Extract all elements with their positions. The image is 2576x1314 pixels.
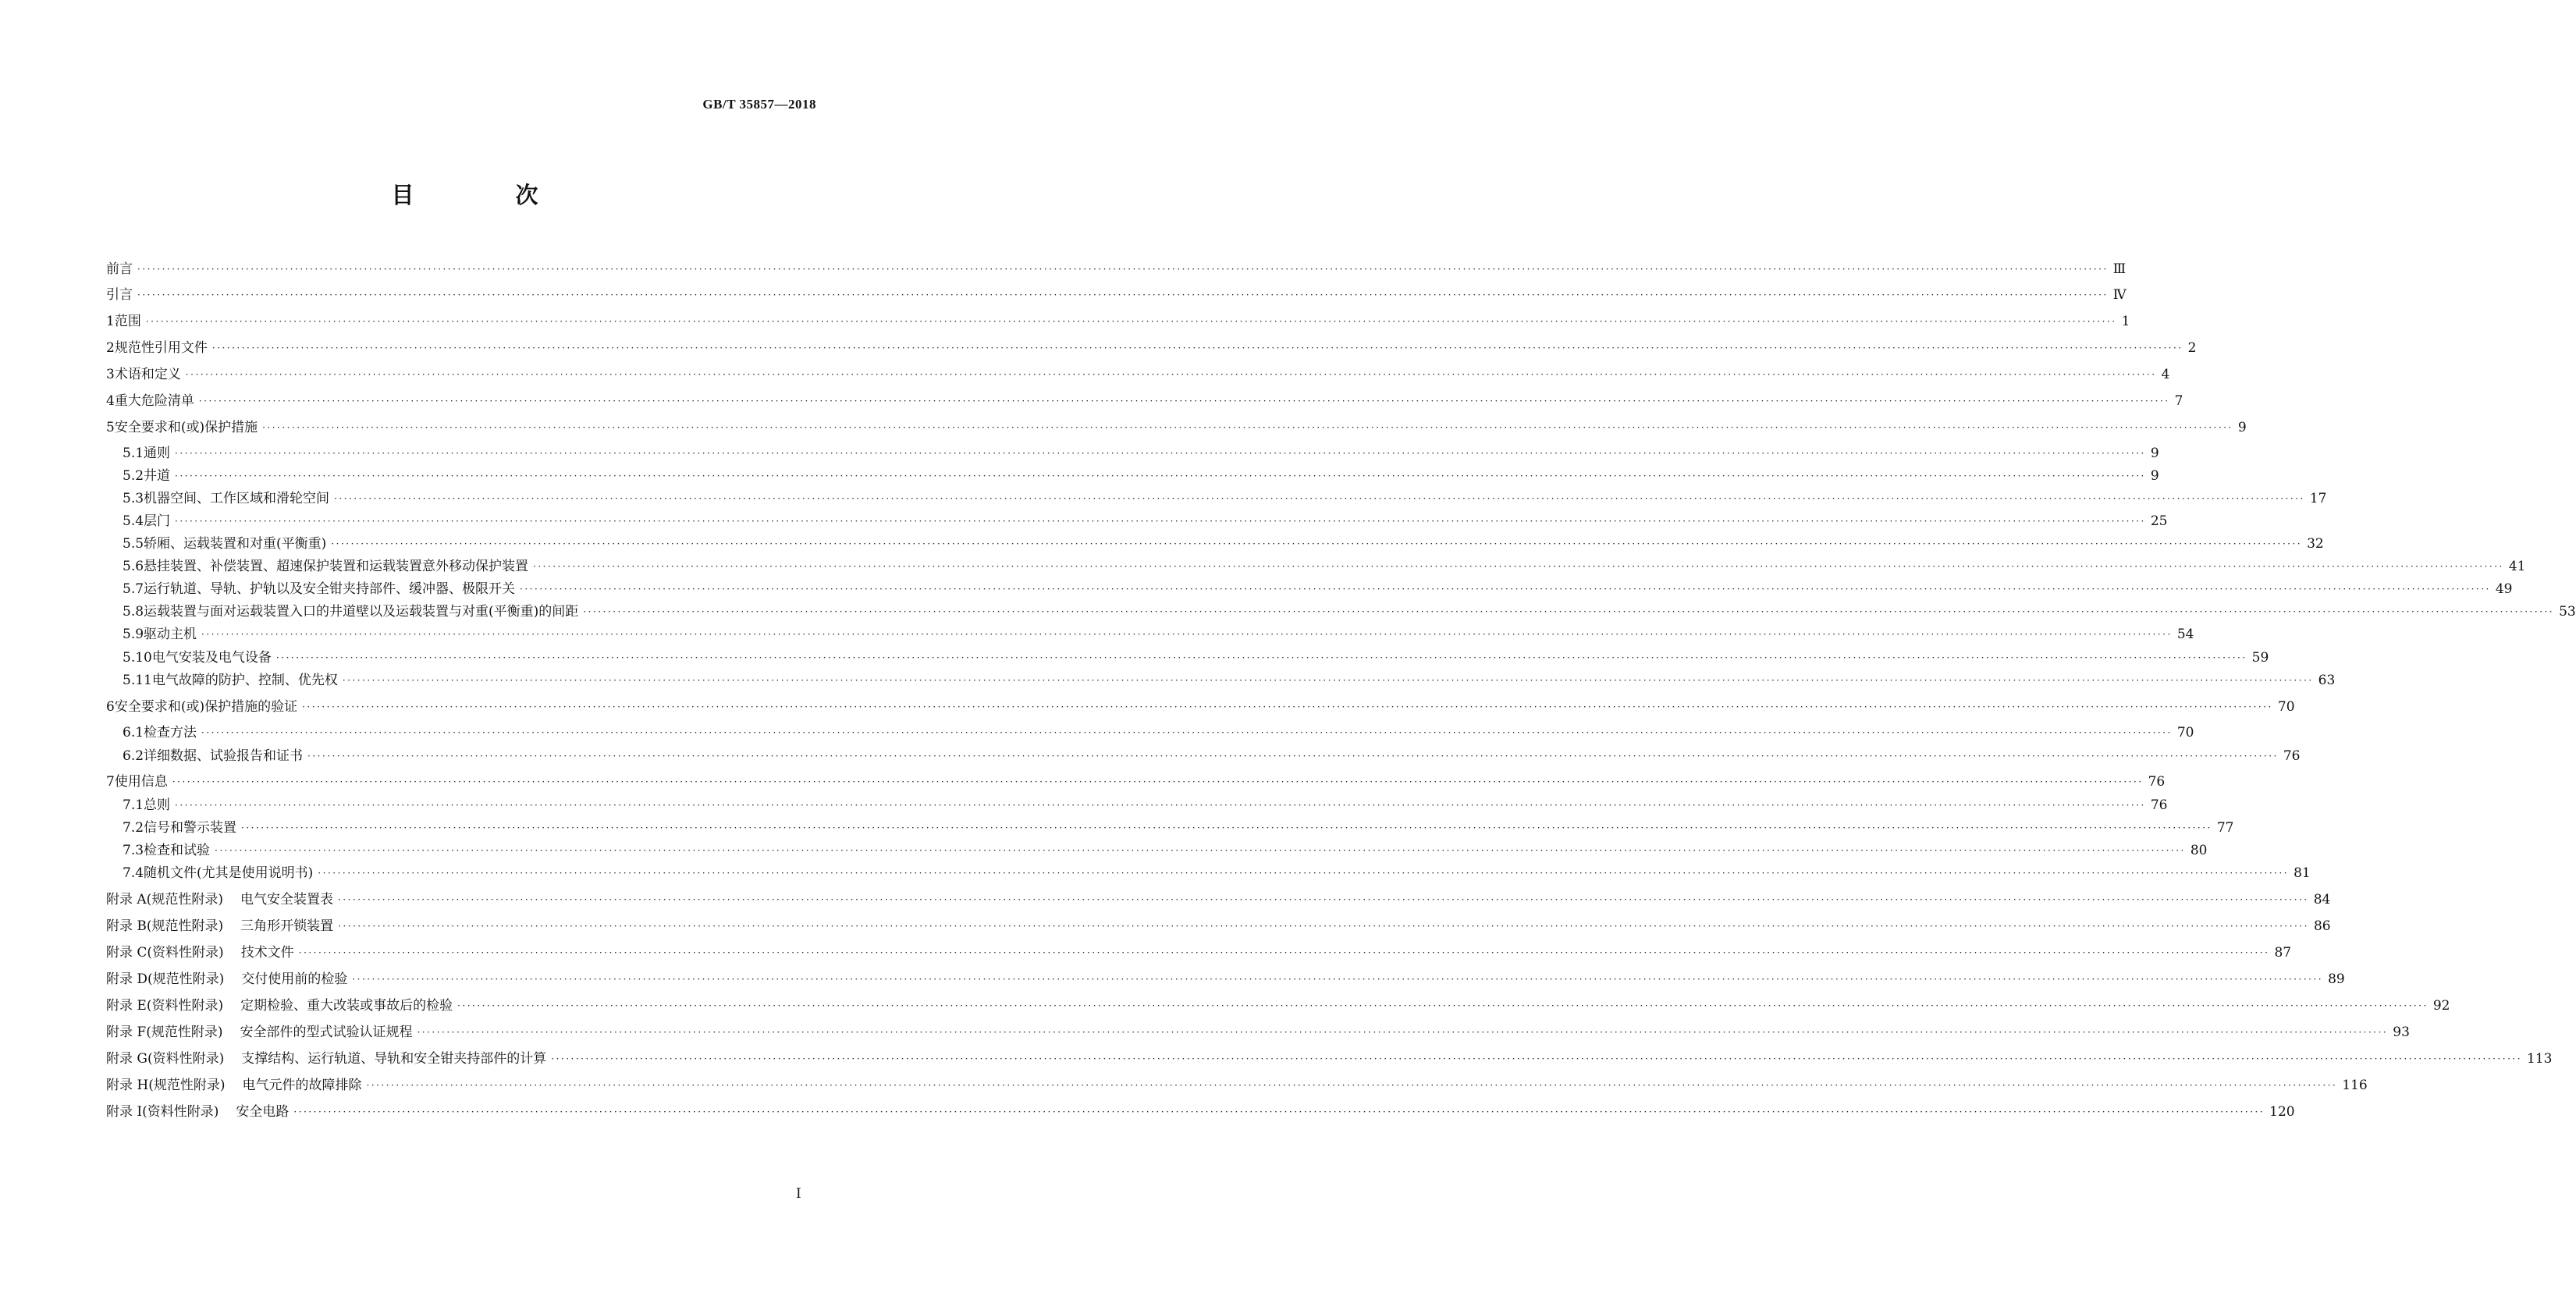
toc-entry-title: 支撑结构、运行轨道、导轨和安全钳夹持部件的计算 <box>241 1051 547 1067</box>
toc-entry-title: 技术文件 <box>240 945 294 961</box>
toc-entry-title: 安全要求和(或)保护措施 <box>114 420 258 435</box>
toc-entry-title: 总则 <box>144 797 171 813</box>
toc-entry-number: 附录 A(规范性附录) <box>106 892 223 907</box>
toc-entry-title: 规范性引用文件 <box>114 340 208 356</box>
toc-leader-dots: ················································································································································································································································································································································································································ <box>417 1027 2389 1038</box>
toc-entry[interactable] <box>123 795 2168 815</box>
toc-entry-number: 附录 I(资料性附录) <box>106 1104 219 1120</box>
toc-leader-dots: ················································································································································································································································································································································································································ <box>352 974 2324 985</box>
toc-leader-dots: ················································································································································································································································································································································································································ <box>318 868 2290 879</box>
toc-entry-number: 5.1 <box>123 446 144 461</box>
toc-leader-dots: ················································································································································································································································································································································································································ <box>201 629 2173 640</box>
toc-entry-page: Ⅳ <box>2112 287 2127 303</box>
toc-leader-dots: ················································································································································································································································································································································································································ <box>211 343 2183 353</box>
toc-entry-title: 引言 <box>106 287 133 303</box>
toc-entry-page: 70 <box>2176 725 2194 740</box>
toc-entry-title: 范围 <box>114 314 141 329</box>
toc-entry-title: 使用信息 <box>114 774 168 790</box>
toc-entry-page: 93 <box>2393 1025 2410 1040</box>
toc-entry-title: 驱动主机 <box>144 627 197 642</box>
toc-entry[interactable] <box>106 1049 2553 1069</box>
toc-entry-title: 运行轨道、导轨、护轨以及安全钳夹持部件、缓冲器、极限开关 <box>144 581 516 597</box>
toc-entry-page: 80 <box>2190 843 2208 858</box>
toc-leader-dots: ················································································································································································································································································································································································································ <box>337 894 2309 905</box>
toc-entry-number: 附录 G(资料性附录) <box>106 1051 225 1067</box>
toc-entry-title: 三角形开锁装置 <box>240 918 334 934</box>
toc-entry[interactable] <box>106 285 2127 305</box>
toc-entry-page: 32 <box>2307 536 2324 552</box>
toc-entry-page: 77 <box>2216 820 2234 836</box>
toc-entry[interactable] <box>123 511 2168 531</box>
toc-entry-title: 层门 <box>144 513 171 529</box>
toc-entry-number: 5.6 <box>123 559 144 574</box>
toc-entry[interactable] <box>106 391 2183 411</box>
toc-leader-dots: ················································································································································································································································································································································································································ <box>302 701 2273 712</box>
toc-entry-number: 1 <box>106 314 115 329</box>
toc-entry-title: 安全要求和(或)保护措施的验证 <box>114 699 298 715</box>
toc-leader-dots: ················································································································································································································································································································································································································ <box>533 561 2504 572</box>
toc-entry-number: 5.11 <box>123 673 152 688</box>
toc-entry-number: 2 <box>106 340 115 356</box>
toc-entry-number: 5.5 <box>123 536 144 552</box>
toc-entry-number: 4 <box>106 393 115 409</box>
toc-leader-dots: ················································································································································································································································································································································································································ <box>185 369 2157 380</box>
toc-entry-number: 5.7 <box>123 581 144 597</box>
toc-leader-dots: ················································································································································································································································································································································································································ <box>338 921 2309 932</box>
toc-entry-title: 电气安全装置表 <box>240 892 333 907</box>
toc-leader-dots: ················································································································································································································································································································································································································ <box>145 316 2117 327</box>
toc-entry-page: 76 <box>2148 774 2166 790</box>
toc-entry[interactable] <box>106 1022 2410 1042</box>
toc-entry[interactable] <box>106 772 2166 792</box>
toc-entry[interactable] <box>106 697 2295 717</box>
toc-entry-title: 前言 <box>106 261 133 277</box>
toc-entry[interactable] <box>123 670 2336 691</box>
toc-entry-title: 通则 <box>144 446 171 461</box>
toc-entry-title: 电气安装及电气设备 <box>151 650 272 666</box>
toc-entry-title: 检查方法 <box>144 725 197 740</box>
toc-entry[interactable] <box>106 1075 2368 1096</box>
toc-entry-page: 116 <box>2342 1078 2368 1093</box>
toc-entry-title: 安全部件的型式试验认证规程 <box>240 1025 413 1040</box>
toc-entry-page: 63 <box>2318 673 2336 688</box>
toc-entry[interactable] <box>123 556 2526 577</box>
toc-entry-title: 电气元件的故障排除 <box>242 1078 362 1093</box>
toc-entry-page: 9 <box>2237 420 2247 435</box>
toc-entry[interactable] <box>123 863 2311 883</box>
toc-leader-dots: ················································································································································································································································································································································································································ <box>331 538 2303 549</box>
toc-entry-title: 随机文件(尤其是使用说明书) <box>144 865 314 881</box>
toc-leader-dots: ················································································································································································································································································································································································································ <box>342 675 2314 686</box>
toc-entry[interactable] <box>106 259 2127 279</box>
standard-code: GB/T 35857—2018 <box>702 97 816 112</box>
toc-leader-dots: ················································································································································································································································································································································································································ <box>520 584 2491 595</box>
toc-entry-title: 重大危险清单 <box>114 393 194 409</box>
toc-leader-dots: ················································································································································································································································································································································································································ <box>175 516 2146 527</box>
toc-entry-number: 5.2 <box>123 468 144 484</box>
toc-entry-number: 5.9 <box>123 627 144 642</box>
toc-leader-dots: ················································································································································································································································································································································································································ <box>457 1000 2429 1011</box>
toc-leader-dots: ················································································································································································································································································································································································································ <box>583 606 2555 617</box>
toc-entry-page: 120 <box>2269 1104 2295 1120</box>
toc-entry-page: 76 <box>2150 797 2168 813</box>
toc-entry[interactable] <box>123 534 2324 554</box>
toc-entry-number: 附录 D(规范性附录) <box>106 971 225 987</box>
toc-entry-title: 检查和试验 <box>144 843 211 858</box>
toc-entry-page: 84 <box>2313 892 2331 907</box>
toc-entry[interactable] <box>106 996 2450 1016</box>
toc-entry[interactable] <box>123 840 2208 861</box>
toc-entry-number: 7.3 <box>123 843 144 858</box>
toc-entry-page: 81 <box>2294 865 2311 881</box>
toc-entry-page: 41 <box>2508 559 2526 574</box>
toc-entry-number: 7.4 <box>123 865 144 881</box>
toc-entry-page: 17 <box>2309 491 2327 506</box>
toc-entry[interactable] <box>106 338 2197 358</box>
toc-entry-page: 59 <box>2251 650 2269 666</box>
toc-entry-number: 6.1 <box>123 725 144 740</box>
page-title: 目 次 <box>391 182 585 208</box>
toc-leader-dots: ················································································································································································································································································································································································································ <box>198 396 2170 407</box>
toc-leader-dots: ················································································································································································································································································································································································································ <box>172 776 2144 787</box>
toc-entry-page: 70 <box>2277 699 2295 715</box>
toc-leader-dots: ················································································································································································································································································································································································································ <box>307 751 2279 762</box>
toc-entry[interactable] <box>106 890 2331 910</box>
toc-leader-dots: ················································································································································································································································································································································································································ <box>298 947 2270 958</box>
toc-entry-number: 7.2 <box>123 820 144 836</box>
toc-entry-page: 2 <box>2187 340 2197 356</box>
toc-leader-dots: ················································································································································································································································································································································································································ <box>241 822 2212 833</box>
toc-entry-title: 信号和警示装置 <box>144 820 237 836</box>
toc-entry-number: 附录 H(规范性附录) <box>106 1078 226 1093</box>
toc-leader-dots: ················································································································································································································································································································································································································ <box>175 800 2146 811</box>
toc-entry-number: 5 <box>106 420 115 435</box>
toc-entry[interactable] <box>106 1102 2295 1122</box>
toc-entry-page: 1 <box>2121 314 2130 329</box>
toc-leader-dots: ················································································································································································································································································································································································································ <box>137 264 2109 275</box>
toc-entry[interactable] <box>106 916 2331 936</box>
toc-entry-page: 25 <box>2150 513 2168 529</box>
toc-entry-number: 附录 C(资料性附录) <box>106 945 224 961</box>
toc-entry-title: 定期检验、重大改装或事故后的检验 <box>240 998 453 1014</box>
toc-leader-dots: ················································································································································································································································································································································································································ <box>551 1053 2523 1064</box>
toc-entry[interactable] <box>123 648 2269 668</box>
toc-entry-title: 轿厢、运载装置和对重(平衡重) <box>144 536 327 552</box>
toc-entry-page: 9 <box>2150 468 2159 484</box>
toc-entry-page: 7 <box>2174 393 2183 409</box>
toc-entry[interactable] <box>123 466 2159 486</box>
toc-leader-dots: ················································································································································································································································································································································································································ <box>137 289 2109 300</box>
toc-entry-title: 详细数据、试验报告和证书 <box>144 748 304 764</box>
toc-entry[interactable] <box>106 364 2170 385</box>
toc-entry-page: 54 <box>2176 627 2194 642</box>
toc-entry-number: 附录 E(资料性附录) <box>106 998 224 1014</box>
toc-entry[interactable] <box>123 488 2327 509</box>
toc-entry[interactable] <box>106 417 2247 438</box>
toc-entry-number: 5.3 <box>123 491 144 506</box>
toc-entry-title: 机器空间、工作区域和滑轮空间 <box>144 491 330 506</box>
toc-leader-dots: ················································································································································································································································································································································································································ <box>201 727 2173 738</box>
toc-entry-number: 7 <box>106 774 115 790</box>
toc-entry-title: 井道 <box>144 468 171 484</box>
toc-entry-number: 5.8 <box>123 604 144 620</box>
toc-entry[interactable] <box>123 624 2194 645</box>
toc-leader-dots: ················································································································································································································································································································································································································ <box>175 471 2146 481</box>
toc-leader-dots: ················································································································································································································································································································································································································ <box>175 448 2146 459</box>
toc-entry-number: 5.4 <box>123 513 144 529</box>
toc-entry-number: 6 <box>106 699 115 715</box>
toc-entry-page: 9 <box>2150 446 2159 461</box>
toc-entry-page: 86 <box>2313 918 2331 934</box>
toc-entry[interactable] <box>106 311 2130 332</box>
toc-leader-dots: ················································································································································································································································································································································································································ <box>366 1080 2338 1091</box>
toc-entry[interactable] <box>123 746 2301 766</box>
toc-entry-title: 交付使用前的检验 <box>241 971 348 987</box>
toc-entry[interactable] <box>106 943 2292 963</box>
toc-entry-page: 87 <box>2274 945 2292 961</box>
toc-entry-title: 安全电路 <box>236 1104 290 1120</box>
toc-entry-number: 7.1 <box>123 797 144 813</box>
toc-leader-dots: ················································································································································································································································································································································································································ <box>275 652 2247 663</box>
toc-entry-number: 附录 B(规范性附录) <box>106 918 224 934</box>
toc-entry-page: 53 <box>2559 604 2576 620</box>
toc-entry-page: 113 <box>2527 1051 2553 1067</box>
page-number: I <box>796 1186 801 1202</box>
toc-entry-page: 76 <box>2283 748 2301 764</box>
toc-entry-title: 电气故障的防护、控制、优先权 <box>151 673 338 688</box>
toc-entry-page: 4 <box>2161 367 2170 382</box>
toc-entry[interactable] <box>123 818 2234 838</box>
toc-entry-title: 悬挂装置、补偿装置、超速保护装置和运载装置意外移动保护装置 <box>144 559 529 574</box>
toc-entry[interactable] <box>123 723 2194 743</box>
toc-leader-dots: ················································································································································································································································································································································································································ <box>262 422 2233 433</box>
toc-entry-number: 6.2 <box>123 748 144 764</box>
toc-leader-dots: ················································································································································································································································································································································································································ <box>334 493 2305 504</box>
toc-entry[interactable] <box>123 443 2159 463</box>
toc-entry-title: 术语和定义 <box>114 367 181 382</box>
toc-entry[interactable] <box>106 969 2345 989</box>
toc-entry-number: 5.10 <box>123 650 152 666</box>
toc-entry-page: 92 <box>2432 998 2450 1014</box>
toc-entry-number: 附录 F(规范性附录) <box>106 1025 223 1040</box>
toc-entry-page: 49 <box>2495 581 2513 597</box>
toc-entry[interactable] <box>123 579 2513 599</box>
toc-entry[interactable] <box>123 602 2576 622</box>
toc-entry-title: 运载装置与面对运载装置入口的井道壁以及运载装置与对重(平衡重)的间距 <box>144 604 579 620</box>
toc-entry-page: 89 <box>2328 971 2345 987</box>
toc-entry-number: 3 <box>106 367 115 382</box>
toc-leader-dots: ················································································································································································································································································································································································································ <box>293 1106 2265 1117</box>
toc-leader-dots: ················································································································································································································································································································································································································ <box>215 845 2186 856</box>
toc-entry-page: Ⅲ <box>2112 261 2127 277</box>
